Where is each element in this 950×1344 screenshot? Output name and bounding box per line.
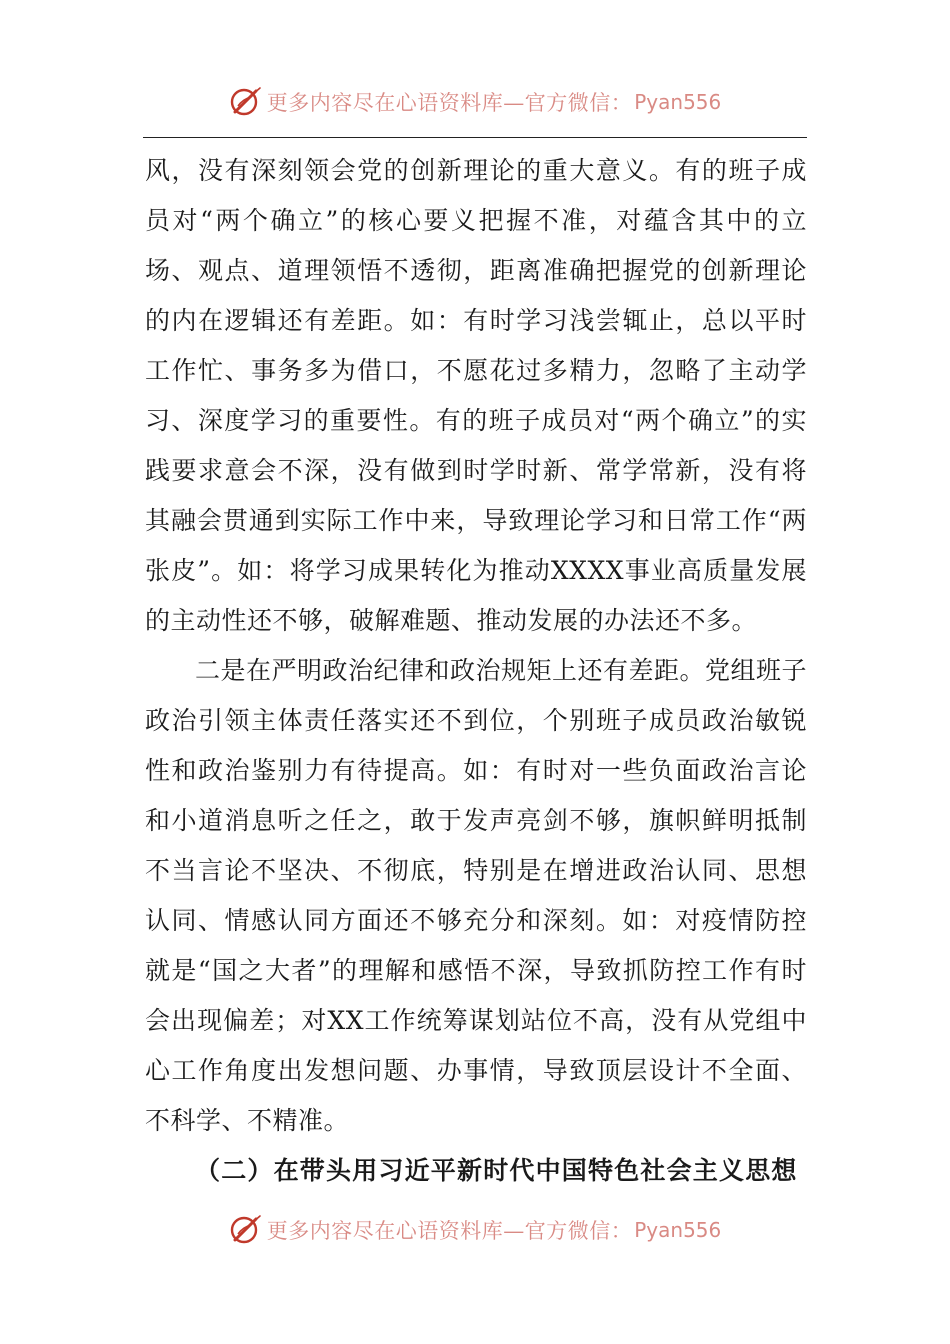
header-banner [0,80,950,124]
paragraph-continuation: 风，没有深刻领会党的创新理论的重大意义。有的班子成员对“两个确立”的核心要义把握不准，对蕴含其中的立场、观点、道理领悟不透彻，距离准确把握党的创新理论的内在逻辑还有差距。如：有时学习浅尝辄止，总以平时工作忙、事务多为借口，不愿花过多精力，忽略了主动学习、深度学习的重要性。有的班子成员对“两个确立”的实践要求意会不深，没有做到时学时新、常学常新，没有将其融会贯通到实际工作中来，导致理论学习和日常工作“两张皮”。如：将学习成果转化为推动XXXX事业高质量发展的主动性还不够，破解难题、推动发展的办法还不多。 [145,156,807,635]
banner-wechat-id: Pyan556 [634,90,722,114]
section-heading: （二）在带头用习近平新时代中国特色社会主义思想 [195,1156,798,1185]
paragraph-political-discipline: 二是在严明政治纪律和政治规矩上还有差距。党组班子政治引领主体责任落实还不到位，个别班子成员政治敏锐性和政治鉴别力有待提高。如：有时对一些负面政治言论和小道消息听之任之，敢于发声亮剑不够，旗帜鲜明抵制不当言论不坚决、不彻底，特别是在增进政治认同、思想认同、情感认同方面还不够充分和深刻。如：对疫情防控就是“国之大者”的理解和感悟不深，导致抓防控工作有时会出现偏差；对XX工作统筹谋划站位不高，没有从党组中心工作角度出发想问题、办事情，导致顶层设计不全面、不科学、不精准。 [145,656,808,1135]
document-body [145,146,807,1196]
footer-banner [0,1208,950,1252]
banner-site-text: 更多内容尽在心语资料库—官方微信： [266,1219,633,1243]
header-divider [143,137,807,138]
pen-logo-icon [229,1213,263,1247]
pen-logo-icon [229,85,263,119]
banner-site-text: 更多内容尽在心语资料库—官方微信： [266,91,633,115]
banner-wechat-id: Pyan556 [634,1218,722,1242]
